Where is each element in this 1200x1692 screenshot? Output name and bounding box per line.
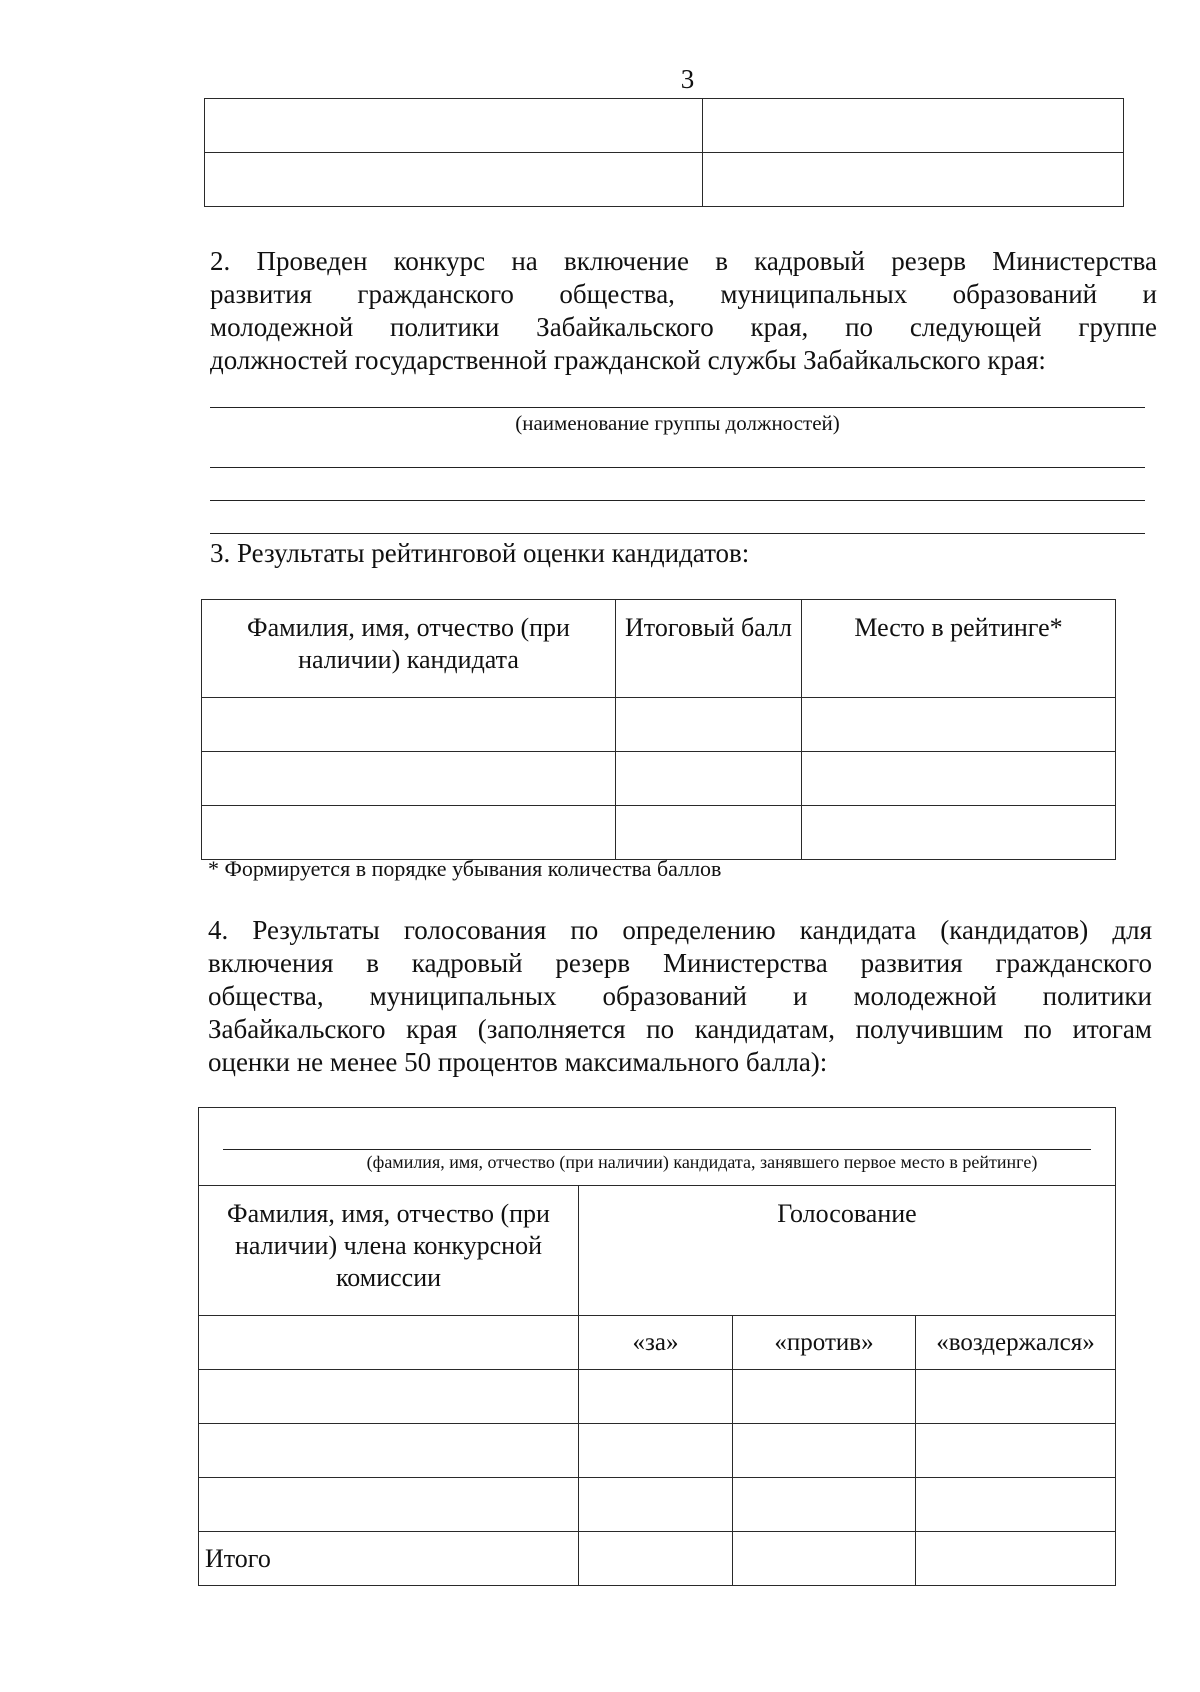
- candidate-caption: (фамилия, имя, отчество (при наличии) кандидата, занявшего первое место в рейтинге): [366, 1152, 1038, 1172]
- paragraph-line: общества, муниципальных образований и молодежной политики: [208, 981, 1152, 1011]
- vote-option-against: «против»: [733, 1316, 916, 1370]
- paragraph-line: 2. Проведен конкурс на включение в кадровый резерв Министерства: [210, 246, 1157, 276]
- paragraph-line: Забайкальского края (заполняется по кандидатам, получившим по итогам: [208, 1014, 1152, 1044]
- table-row: [202, 752, 1116, 806]
- continuation-table: [204, 98, 1124, 207]
- fill-in-line: [223, 1149, 1091, 1150]
- section-4-paragraph: [208, 914, 1152, 1079]
- section-3-heading: 3. Результаты рейтинговой оценки кандидатов:: [210, 538, 750, 568]
- column-header-score: Итоговый балл: [616, 600, 802, 698]
- table-row: [205, 153, 1124, 207]
- fill-in-line: [210, 533, 1145, 534]
- table-row: [199, 1478, 1116, 1532]
- section-2-paragraph: [210, 245, 1157, 377]
- rating-footnote: * Формируется в порядке убывания количества баллов: [208, 856, 722, 881]
- table-row: [199, 1424, 1116, 1478]
- voting-table: [198, 1107, 1116, 1586]
- paragraph-line: включения в кадровый резерв Министерства развития гражданского: [208, 948, 1152, 978]
- total-label: Итого: [199, 1532, 579, 1586]
- candidate-name-row: [199, 1108, 1116, 1186]
- total-row: [199, 1532, 1116, 1586]
- column-header-member: Фамилия, имя, отчество (при наличии) члена конкурсной комиссии: [199, 1186, 579, 1316]
- paragraph-line: развития гражданского общества, муниципальных образований и: [210, 279, 1157, 309]
- column-header-candidate: Фамилия, имя, отчество (при наличии) кандидата: [202, 600, 616, 698]
- rating-table: [201, 599, 1116, 860]
- vote-options-row: [199, 1316, 1116, 1370]
- table-row: [199, 1370, 1116, 1424]
- paragraph-line: 4. Результаты голосования по определению кандидата (кандидатов) для: [208, 915, 1152, 945]
- table-row: [202, 806, 1116, 860]
- fill-in-line: [210, 500, 1145, 501]
- table-row: [205, 99, 1124, 153]
- table-header-row: [199, 1186, 1116, 1316]
- table-row: [202, 698, 1116, 752]
- vote-option-for: «за»: [579, 1316, 733, 1370]
- fill-in-line: [210, 407, 1145, 408]
- column-header-voting: Голосование: [579, 1186, 1116, 1316]
- page-number: 3: [680, 64, 695, 94]
- table-header-row: [202, 600, 1116, 698]
- paragraph-line: должностей государственной гражданской службы Забайкальского края:: [210, 345, 1046, 375]
- position-group-caption: (наименование группы должностей): [515, 411, 840, 435]
- fill-in-line: [210, 467, 1145, 468]
- paragraph-line: молодежной политики Забайкальского края, по следующей группе: [210, 312, 1157, 342]
- paragraph-line: оценки не менее 50 процентов максимального балла):: [208, 1047, 828, 1077]
- vote-option-abstain: «воздержался»: [916, 1316, 1116, 1370]
- column-header-rank: Место в рейтинге*: [802, 600, 1116, 698]
